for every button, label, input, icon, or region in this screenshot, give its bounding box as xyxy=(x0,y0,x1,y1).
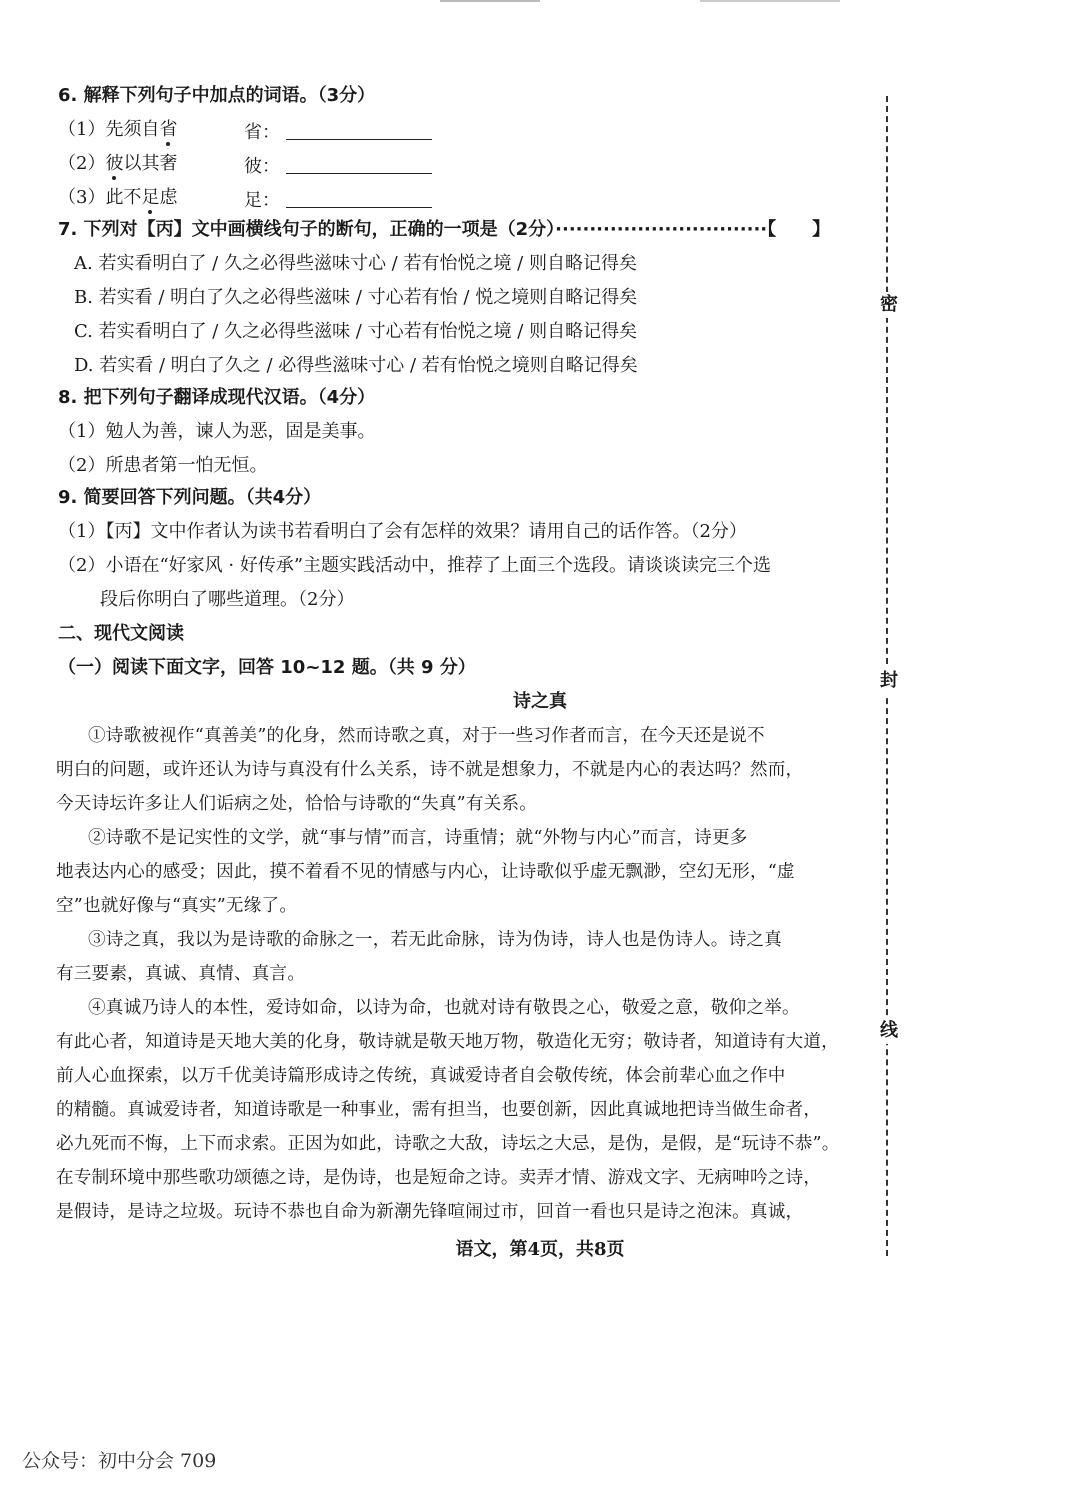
q6-item-3-dotted-word: 足 xyxy=(141,187,160,208)
q9-item-1: （1）【丙】文中作者认为读书若看明白了会有怎样的效果？请用自己的话作答。（2分） xyxy=(58,521,747,542)
q6-answer-3-blank[interactable] xyxy=(286,189,432,208)
article-line: ③诗之真，我以为是诗歌的命脉之一，若无此命脉，诗为伪诗，诗人也是伪诗人。诗之真 xyxy=(88,930,782,950)
q9-title: 9. 简要回答下列问题。（共4分） xyxy=(58,487,322,508)
q8-item-1: （1）勉人为善，谏人为恶，固是美事。 xyxy=(58,421,376,442)
q7-title: 7. 下列对【丙】文中画横线句子的断句，正确的一项是（2分）·······························【 】 xyxy=(58,219,831,240)
article-line: ②诗歌不是记实性的文学，就“事与情”而言，诗重情；就“外物与内心”而言，诗更多 xyxy=(88,828,748,848)
q6-item-1 xyxy=(58,118,177,142)
q6-item-1-dotted-word: 省 xyxy=(159,119,178,140)
scan-edge-mark xyxy=(440,0,540,8)
q9-item-2-line-1: （2）小语在“好家风 · 好传承”主题实践活动中，推荐了上面三个选段。请谈谈读完三个选 xyxy=(58,555,772,576)
section-subheading: （一）阅读下面文字，回答 10~12 题。（共 9 分） xyxy=(58,657,476,678)
q7-option-c[interactable]: C. 若实看明白了 / 久之必得些滋味 / 寸心若有怡悦之境 / 则自略记得矣 xyxy=(74,321,638,342)
article-line: 是假诗，是诗之垃圾。玩诗不恭也自命为新潮先锋喧闹过市，回首一看也只是诗之泡沫。真诚， xyxy=(56,1202,804,1222)
q6-item-1-pre: 先须自 xyxy=(105,119,160,140)
article-line: 空”也就好像与“真实”无缘了。 xyxy=(56,896,298,916)
q6-answer-2-blank[interactable] xyxy=(286,155,432,174)
article-line: ①诗歌被视作“真善美”的化身，然而诗歌之真，对于一些习作者而言，在今天还是说不 xyxy=(88,726,765,746)
article-line: 明白的问题，或许还认为诗与真没有什么关系，诗不就是想象力，不就是内心的表达吗？然而， xyxy=(56,760,804,780)
article-line: 有三要素，真诚、真情、真言。 xyxy=(56,964,306,984)
q7-option-b[interactable]: B. 若实看 / 明白了久之必得些滋味 / 寸心若有怡 / 悦之境则自略记得矣 xyxy=(74,287,638,308)
q8-item-2: （2）所患者第一怕无恒。 xyxy=(58,455,268,476)
q6-item-3 xyxy=(58,186,177,210)
q6-item-2-post: 以其奢 xyxy=(123,153,178,174)
q7-option-a[interactable]: A. 若实看明白了 / 久之必得些滋味寸心 / 若有怡悦之境 / 则自略记得矣 xyxy=(74,253,637,274)
q6-answer-3 xyxy=(244,186,432,212)
q9-item-2-line-2: 段后你明白了哪些道理。（2分） xyxy=(100,589,355,610)
q7-option-d[interactable]: D. 若实看 / 明白了久之 / 必得些滋味寸心 / 若有怡悦之境则自略记得矣 xyxy=(74,355,638,376)
article-title: 诗之真 xyxy=(513,691,567,712)
q6-item-2-num: （2） xyxy=(58,153,106,174)
q6-answer-1-label: 省： xyxy=(244,122,280,143)
watermark-text: 公众号：初中分会 709 xyxy=(22,1450,217,1472)
q6-item-1-num: （1） xyxy=(58,119,106,140)
q6-answer-2-label: 彼： xyxy=(244,156,280,177)
q6-item-2 xyxy=(58,152,177,176)
binding-char-feng: 封 xyxy=(879,668,899,694)
q6-item-2-dotted-word: 彼 xyxy=(105,153,124,174)
section-heading: 二、现代文阅读 xyxy=(58,623,184,644)
article-line: 的精髓。真诚爱诗者，知道诗歌是一种事业，需有担当，也要创新，因此真诚地把诗当做生命者， xyxy=(56,1100,822,1120)
article-line: 地表达内心的感受；因此，摸不着看不见的情感与内心，让诗歌似乎虚无飘渺，空幻无形，“虚 xyxy=(56,862,795,882)
q6-answer-3-label: 足： xyxy=(244,190,280,211)
article-line: 有此心者，知道诗是天地大美的化身，敬诗就是敬天地万物，敬造化无穷；敬诗者，知道诗有大道， xyxy=(56,1032,839,1052)
q6-answer-1-blank[interactable] xyxy=(286,121,432,140)
q6-answer-1 xyxy=(244,118,432,144)
article-line: 前人心血探索，以万千优美诗篇形成诗之传统，真诚爱诗者自会敬传统，体会前辈心血之作中 xyxy=(56,1066,786,1086)
article-line: 在专制环境中那些歌功颂德之诗，是伪诗，也是短命之诗。卖弄才情、游戏文字、无病呻吟之诗， xyxy=(56,1168,822,1188)
q6-item-3-post: 虑 xyxy=(159,187,178,208)
q6-item-3-num: （3） xyxy=(58,187,106,208)
page-footer: 语文，第4页，共8页 xyxy=(455,1239,625,1260)
scan-edge-mark xyxy=(700,0,840,8)
q6-item-3-pre: 此不 xyxy=(105,187,142,208)
binding-char-mi: 密 xyxy=(879,292,899,318)
article-line: 今天诗坛许多让人们诟病之处，恰恰与诗歌的“失真”有关系。 xyxy=(56,794,538,814)
article-line: 必九死而不悔，上下而求索。正因为如此，诗歌之大敌，诗坛之大忌，是伪，是假，是“玩诗不恭”。 xyxy=(56,1134,840,1154)
q6-answer-2 xyxy=(244,152,432,178)
binding-char-xian: 线 xyxy=(879,1018,899,1044)
q6-title: 6. 解释下列句子中加点的词语。（3分） xyxy=(58,85,376,106)
q8-title: 8. 把下列句子翻译成现代汉语。（4分） xyxy=(58,387,376,408)
article-line: ④真诚乃诗人的本性，爱诗如命，以诗为命，也就对诗有敬畏之心，敬爱之意，敬仰之举。 xyxy=(88,998,800,1018)
